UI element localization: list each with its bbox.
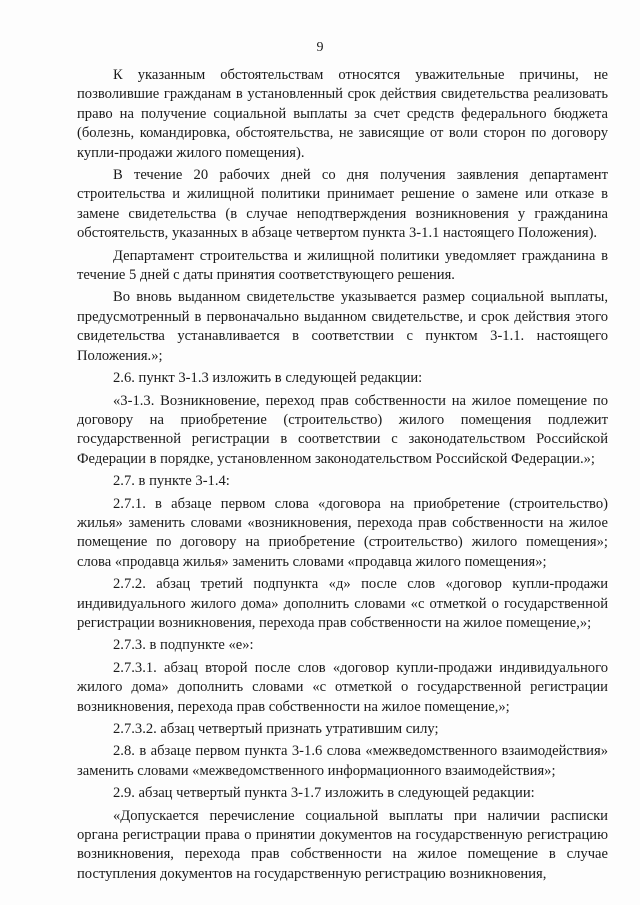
paragraph: 2.8. в абзаце первом пункта 3-1.6 слова «межведомственного взаимодействия» заменить словами «межведомственного информационного взаимодействия»; [77, 743, 608, 779]
paragraph: Департамент строительства и жилищной политики уведомляет гражданина в течение 5 дней с даты принятия соответствующего решения. [77, 247, 608, 284]
page-number: 9 [316, 40, 324, 55]
paragraph: Во вновь выданном свидетельстве указывается размер социальной выплаты, предусмотренный в первоначально выданном свидетельстве, и срок действия этого свидетельства устанавливается в соответствии с пунктом 3-1.1. настоящего Положения.»; [77, 289, 608, 364]
paragraph: 2.7. в пункте 3-1.4: [113, 473, 230, 490]
paragraph: 2.7.2. абзац третий подпункта «д» после слов «договор купли-продажи индивидуального жилого дома» дополнить словами «с отметкой о государственной регистрации возникновения, перехода прав собственности на жилое помещение,»; [77, 576, 608, 631]
paragraph: 2.6. пункт 3-1.3 изложить в следующей редакции: [113, 370, 423, 387]
paragraph: К указанным обстоятельствам относятся уважительные причины, не позволившие гражданам в установленный срок действия свидетельства реализовать право на получение социальной выплаты за счет средств федерального бюджета (болезнь, командировка, обстоятельства, не зависящие от воли сторон по договору купли-продажи жилого помещения). [77, 67, 608, 161]
paragraph: 2.7.3. в подпункте «е»: [113, 637, 254, 654]
paragraph: 2.7.3.2. абзац четвертый признать утратившим силу; [113, 721, 439, 737]
paragraph: 2.7.3.1. абзац второй после слов «договор купли-продажи индивидуального жилого дома» дополнить словами «с отметкой о государственной регистрации возникновения, перехода прав собственности на жилое помещение,»; [77, 659, 608, 715]
paragraph: «Допускается перечисление социальной выплаты при наличии расписки органа регистрации права о принятии документов на государственную регистрацию возникновения, перехода прав собственности на жилое помещение в случае поступления документов на государственную регистрацию возникновения, [77, 807, 608, 882]
document-body [77, 66, 608, 887]
paragraph: «3-1.3. Возникновение, переход прав собственности на жилое помещение по договору на приобретение (строительство) жилого помещения подлежит государственной регистрации в соответствии с законодательством Российской Федерации в порядке, установленном законодательством Российской Федерации.»; [77, 392, 608, 467]
paragraph: В течение 20 рабочих дней со дня получения заявления департамент строительства и жилищной политики принимает решение о замене или отказе в замене свидетельства (в случае неподтверждения возникновения у гражданина обстоятельств, указанных в абзаце четвертом пункта 3-1.1 настоящего Положения). [77, 167, 608, 242]
paragraph: 2.9. абзац четвертый пункта 3-1.7 изложить в следующей редакции: [113, 785, 535, 802]
paragraph: 2.7.1. в абзаце первом слова «договора на приобретение (строительство) жилья» заменить словами «возникновения, перехода прав собственности на жилое помещение по договору на приобретение (строительство) жилого помещения»; слова «продавца жилья» заменить словами «продавца жилого помещения»; [77, 495, 608, 570]
